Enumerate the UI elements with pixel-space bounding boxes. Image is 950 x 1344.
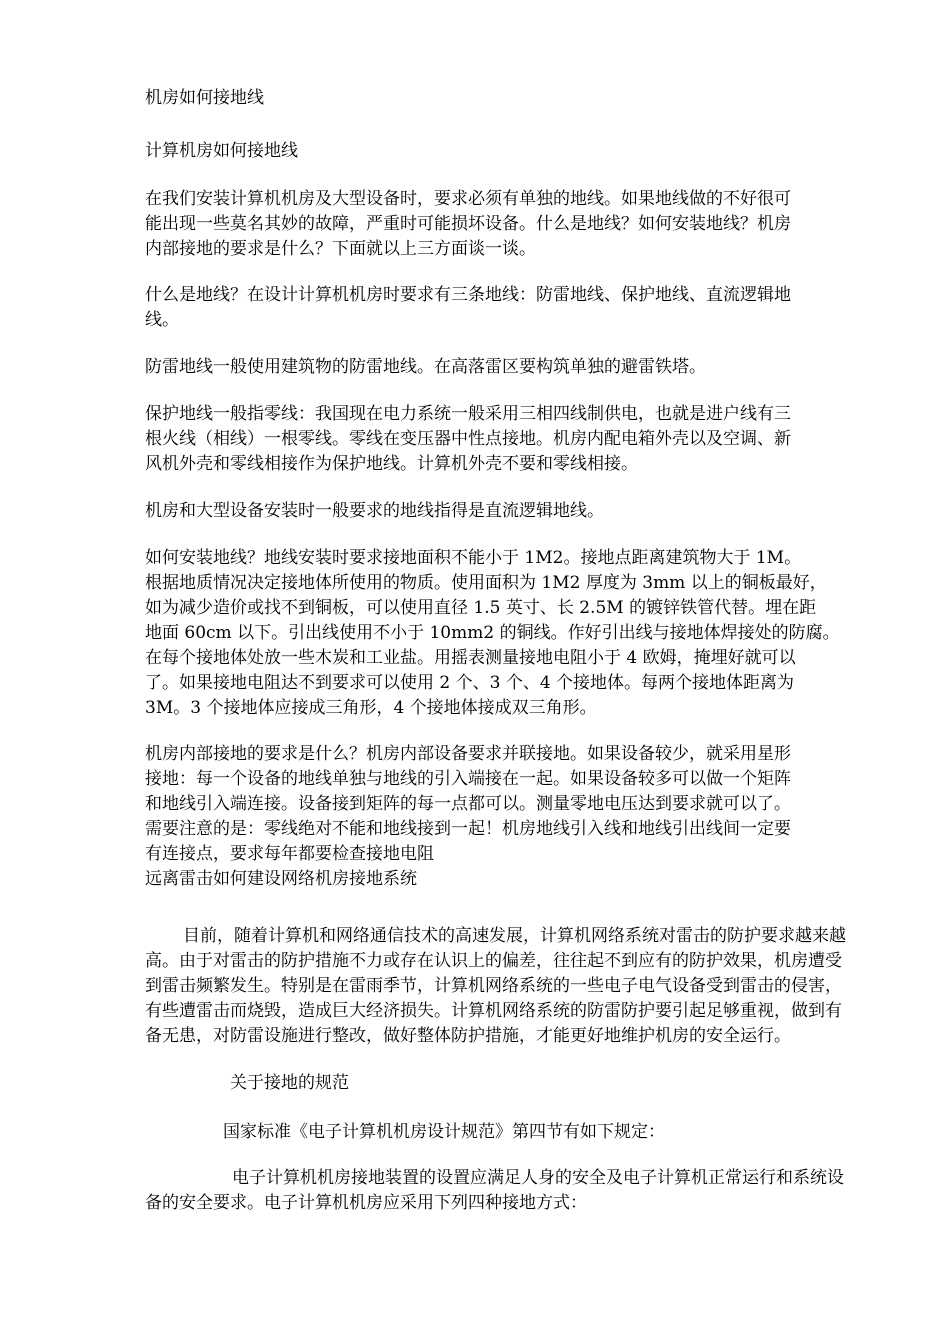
text-line: 如为减少造价或找不到铜板，可以使用直径 1.5 英寸、长 2.5M 的镀锌铁管代替。埋在距 (145, 598, 817, 618)
section-heading: 远离雷击如何建设网络机房接地系统 (145, 869, 417, 889)
text-line: 3M。3 个接地体应接成三角形，4 个接地体接成双三角形。 (145, 698, 597, 718)
heading-text: 关于接地的规范 (230, 1073, 349, 1093)
text-line: 电子计算机机房接地装置的设置应满足人身的安全及电子计算机正常运行和系统设 (232, 1168, 844, 1188)
paragraph-intro (145, 187, 791, 262)
text-line: 机房内部接地的要求是什么？机房内部设备要求并联接地。如果设备较少，就采用星形 (145, 744, 791, 764)
paragraph-national-standard (145, 1120, 665, 1145)
paragraph-protective-ground (145, 402, 791, 477)
text-line: 到雷击频繁发生。特别是在雷雨季节，计算机网络系统的一些电子电气设备受到雷击的侵害， (145, 976, 842, 996)
text-line: 目前，随着计算机和网络通信技术的高速发展，计算机网络系统对雷击的防护要求越来越 (183, 926, 846, 946)
text-line: 了。如果接地电阻达不到要求可以使用 2 个、3 个、4 个接地体。每两个接地体距离为 (145, 673, 795, 693)
text-line: 有些遭雷击而烧毁，造成巨大经济损失。计算机网络系统的防雷防护要引起足够重视，做到有 (145, 1001, 842, 1021)
title-text: 机房如何接地线 (145, 88, 264, 108)
paragraph-dc-logic-ground (145, 499, 604, 524)
text-line: 地面 60cm 以下。引出线使用不小于 10mm2 的铜线。作好引出线与接地体焊接处的防腐。 (145, 623, 840, 643)
text-line: 需要注意的是：零线绝对不能和地线接到一起！机房地线引入线和地线引出线间一定要 (145, 819, 791, 839)
paragraph-requirements (145, 1166, 844, 1216)
text-line: 如何安装地线？地线安装时要求接地面积不能小于 1M2。接地点距离建筑物大于 1M。 (145, 548, 802, 568)
text-line: 根火线（相线）一根零线。零线在变压器中性点接地。机房内配电箱外壳以及空调、新 (145, 429, 791, 449)
text-line: 根据地质情况决定接地体所使用的物质。使用面积为 1M2 厚度为 3mm 以上的铜板最好， (145, 573, 827, 593)
text-line: 保护地线一般指零线：我国现在电力系统一般采用三相四线制供电，也就是进户线有三 (145, 404, 791, 424)
text-line: 在每个接地体处放一些木炭和工业盐。用摇表测量接地电阻小于 4 欧姆，掩埋好就可以 (145, 648, 796, 668)
text-line: 国家标准《电子计算机机房设计规范》第四节有如下规定： (223, 1122, 665, 1142)
paragraph-lightning-protection (145, 924, 846, 1049)
paragraph-installation (145, 546, 840, 721)
text-line: 和地线引入端连接。设备接到矩阵的每一点都可以。测量零地电压达到要求就可以了。 (145, 794, 791, 814)
document-subtitle (145, 139, 298, 164)
text-line: 线。 (145, 310, 179, 330)
text-line: 在我们安装计算机机房及大型设备时，要求必须有单独的地线。如果地线做的不好很可 (145, 189, 791, 209)
paragraph-what-is-ground (145, 283, 791, 333)
text-line: 高。由于对雷击的防护措施不力或存在认识上的偏差，往往起不到应有的防护效果，机房遭受 (145, 951, 842, 971)
document-title (145, 86, 264, 111)
paragraph-lightning-ground (145, 355, 706, 380)
text-line: 有连接点，要求每年都要检查接地电阻 (145, 844, 434, 864)
text-line: 机房和大型设备安装时一般要求的地线指得是直流逻辑地线。 (145, 501, 604, 521)
text-line: 内部接地的要求是什么？下面就以上三方面谈一谈。 (145, 239, 536, 259)
text-line: 接地：每一个设备的地线单独与地线的引入端接在一起。如果设备较多可以做一个矩阵 (145, 769, 791, 789)
text-line: 能出现一些莫名其妙的故障，严重时可能损坏设备。什么是地线？如何安装地线？机房 (145, 214, 791, 234)
subtitle-text: 计算机房如何接地线 (145, 141, 298, 161)
text-line: 什么是地线？在设计计算机机房时要求有三条地线：防雷地线、保护地线、直流逻辑地 (145, 285, 791, 305)
paragraph-internal-grounding (145, 742, 791, 892)
heading-grounding-norms (145, 1071, 349, 1096)
text-line: 备无患，对防雷设施进行整改，做好整体防护措施，才能更好地维护机房的安全运行。 (145, 1026, 791, 1046)
text-line: 风机外壳和零线相接作为保护地线。计算机外壳不要和零线相接。 (145, 454, 638, 474)
text-line: 防雷地线一般使用建筑物的防雷地线。在高落雷区要构筑单独的避雷铁塔。 (145, 357, 706, 377)
text-line: 备的安全要求。电子计算机机房应采用下列四种接地方式： (145, 1193, 587, 1213)
